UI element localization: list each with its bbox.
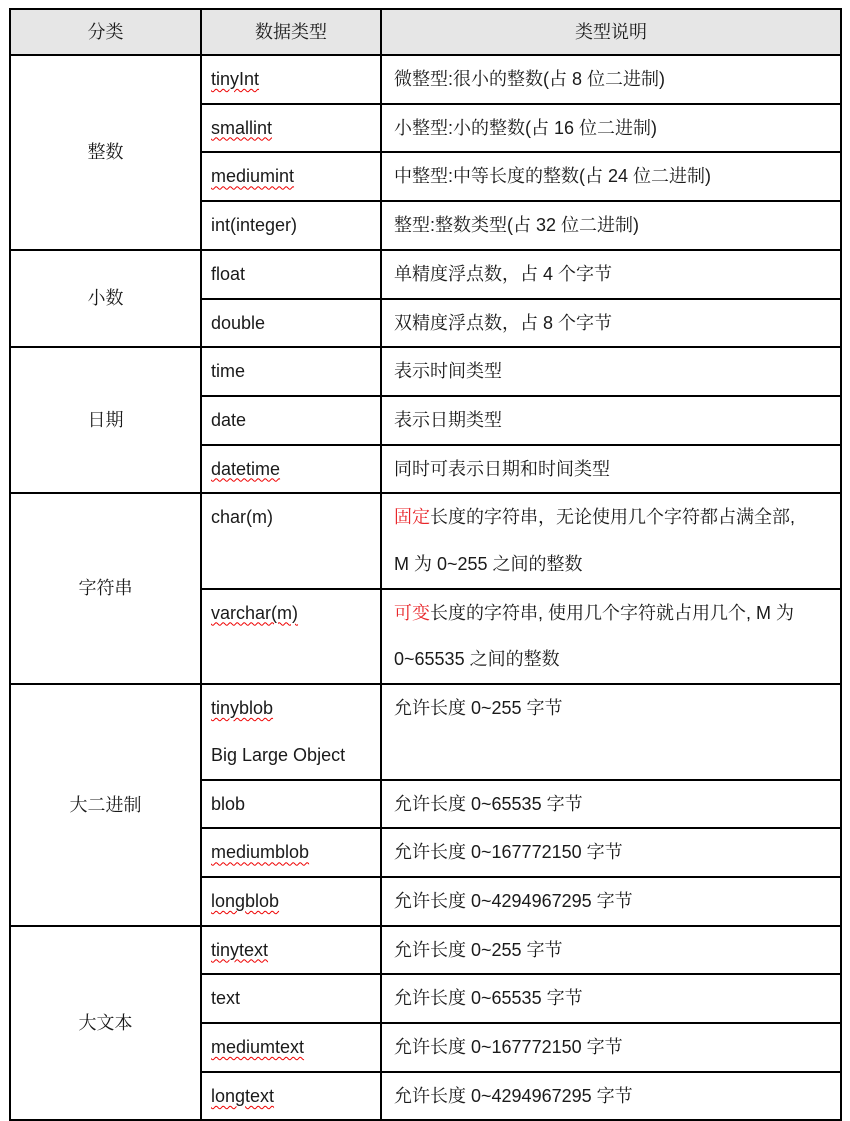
type-cell	[201, 152, 381, 201]
type-name: longblob	[211, 890, 280, 911]
description-line	[394, 397, 840, 444]
type-name: tinyInt	[211, 69, 260, 89]
description-cell	[381, 445, 841, 494]
description-cell	[381, 250, 841, 299]
type-cell	[201, 55, 381, 104]
type-name: smallint	[211, 117, 273, 138]
table-row	[10, 347, 841, 396]
type-name: tinyblob	[211, 698, 274, 719]
type-name: mediumint	[211, 166, 295, 187]
description-cell	[381, 493, 841, 588]
description-line	[394, 878, 840, 925]
description-line	[394, 446, 840, 493]
description-text: 允许长度 0~65535 字节	[394, 988, 583, 1009]
category-cell: 小数	[10, 250, 201, 347]
description-line	[394, 975, 840, 1022]
type-cell	[201, 201, 381, 250]
description-text: 允许长度 0~65535 字节	[394, 793, 583, 814]
description-text: 单精度浮点数，占 4 个字节	[394, 263, 613, 284]
description-cell	[381, 201, 841, 250]
description-text: 允许长度 0~255 字节	[394, 939, 563, 960]
description-line	[394, 541, 840, 588]
highlighted-text: 固定	[394, 507, 430, 528]
table-row	[10, 926, 841, 975]
type-name: char(m)	[211, 507, 273, 528]
category-cell: 整数	[10, 55, 201, 250]
type-name: tinytext	[211, 939, 269, 960]
description-cell	[381, 152, 841, 201]
description-text: 整型:整数类型(占 32 位二进制)	[394, 215, 640, 236]
type-name: float	[211, 263, 246, 284]
description-cell	[381, 589, 841, 684]
description-text: 中整型:中等长度的整数(占 24 位二进制)	[394, 166, 712, 187]
header-description: 类型说明	[381, 9, 841, 55]
description-cell	[381, 684, 841, 779]
type-cell	[201, 1023, 381, 1072]
type-name: date	[211, 409, 247, 430]
type-cell	[201, 877, 381, 926]
table-row	[10, 55, 841, 104]
description-cell	[381, 1023, 841, 1072]
description-cell	[381, 780, 841, 829]
description-text: M 为 0~255 之间的整数	[394, 554, 583, 575]
highlighted-text: 可变	[394, 602, 430, 623]
type-name: mediumtext	[211, 1037, 305, 1058]
description-text: 长度的字符串, 使用几个字符就占用几个, M 为	[430, 602, 794, 623]
table-row	[10, 684, 841, 779]
description-cell	[381, 926, 841, 975]
description-cell	[381, 1072, 841, 1121]
type-cell	[201, 780, 381, 829]
table-row	[10, 493, 841, 588]
description-line	[394, 56, 840, 103]
type-name: text	[211, 988, 241, 1009]
description-cell	[381, 828, 841, 877]
type-cell	[201, 828, 381, 877]
type-cell	[201, 926, 381, 975]
description-cell	[381, 55, 841, 104]
description-line	[394, 829, 840, 876]
type-name: datetime	[211, 458, 281, 479]
table-body	[10, 55, 841, 1120]
description-text: 长度的字符串，无论使用几个字符都占满全部,	[430, 507, 795, 528]
table-row	[10, 250, 841, 299]
type-name: varchar(m)	[211, 602, 299, 623]
description-cell	[381, 104, 841, 153]
description-text: 0~65535 之间的整数	[394, 649, 560, 670]
data-types-table	[9, 8, 842, 1121]
type-name: blob	[211, 793, 246, 814]
type-name: double	[211, 312, 266, 333]
header-row	[10, 9, 841, 55]
type-name: int(integer)	[211, 215, 298, 236]
description-cell	[381, 396, 841, 445]
description-line	[394, 105, 840, 152]
type-name: longtext	[211, 1085, 275, 1106]
description-line	[394, 685, 840, 732]
description-cell	[381, 347, 841, 396]
description-line	[394, 590, 840, 637]
type-cell	[201, 493, 381, 588]
description-text: 同时可表示日期和时间类型	[394, 458, 610, 479]
description-line	[394, 202, 840, 249]
description-text: 微整型:很小的整数(占 8 位二进制)	[394, 69, 666, 89]
description-text: 允许长度 0~4294967295 字节	[394, 1085, 633, 1106]
type-cell	[201, 445, 381, 494]
description-line	[394, 494, 840, 541]
description-line	[394, 251, 840, 298]
description-line	[394, 153, 840, 200]
type-cell	[201, 974, 381, 1023]
type-cell	[201, 104, 381, 153]
type-cell	[201, 347, 381, 396]
type-cell	[201, 589, 381, 684]
description-text: 表示日期类型	[394, 409, 502, 430]
type-name: time	[211, 361, 246, 382]
description-text: 双精度浮点数，占 8 个字节	[394, 312, 613, 333]
description-text: 允许长度 0~4294967295 字节	[394, 890, 633, 911]
description-line	[394, 781, 840, 828]
type-cell	[201, 1072, 381, 1121]
description-text: 允许长度 0~255 字节	[394, 698, 563, 719]
description-text: 允许长度 0~167772150 字节	[394, 1037, 623, 1058]
description-line	[394, 636, 840, 683]
type-name: mediumblob	[211, 842, 310, 863]
type-name: Big Large Object	[211, 744, 346, 765]
description-line	[394, 348, 840, 395]
header-type: 数据类型	[201, 9, 381, 55]
category-cell: 大文本	[10, 926, 201, 1121]
description-text: 表示时间类型	[394, 361, 502, 382]
type-cell	[201, 684, 381, 779]
category-cell: 字符串	[10, 493, 201, 684]
category-cell: 大二进制	[10, 684, 201, 926]
description-text: 小整型:小的整数(占 16 位二进制)	[394, 117, 658, 138]
description-line	[394, 1024, 840, 1071]
description-cell	[381, 299, 841, 348]
description-line	[394, 1073, 840, 1120]
description-text: 允许长度 0~167772150 字节	[394, 842, 623, 863]
description-cell	[381, 974, 841, 1023]
type-cell	[201, 396, 381, 445]
category-cell: 日期	[10, 347, 201, 493]
description-line	[394, 300, 840, 347]
description-cell	[381, 877, 841, 926]
type-cell	[201, 250, 381, 299]
header-category: 分类	[10, 9, 201, 55]
description-line	[394, 927, 840, 974]
type-cell	[201, 299, 381, 348]
